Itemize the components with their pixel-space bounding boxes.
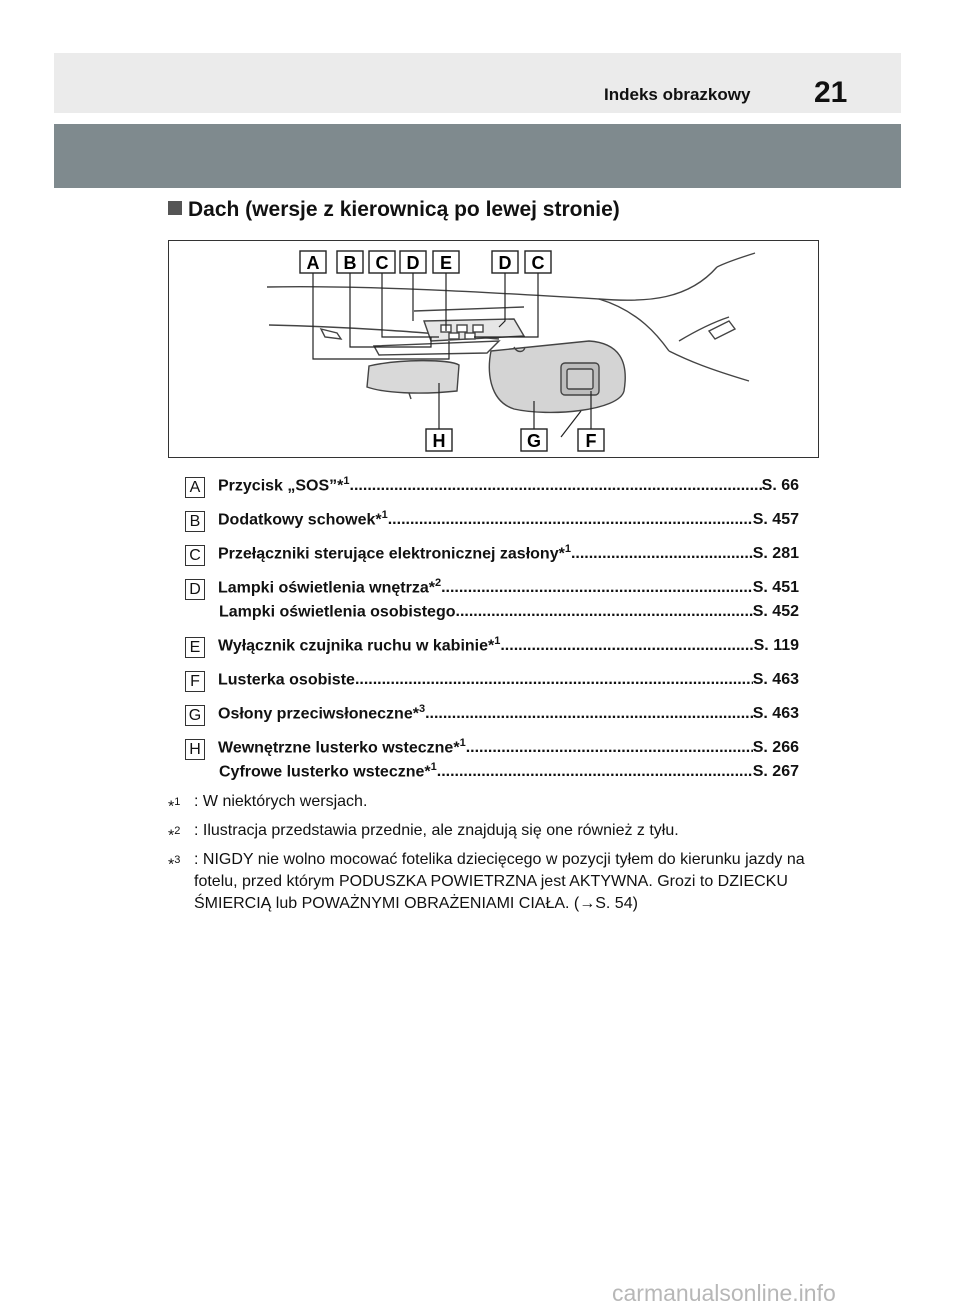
item-page-ref[interactable]: S. 463 bbox=[752, 705, 799, 723]
item-label: Dodatkowy schowek*$^1$ bbox=[218, 509, 388, 529]
leader-dots bbox=[425, 705, 753, 723]
list-item bbox=[185, 635, 799, 656]
list-item bbox=[185, 669, 799, 690]
item-page-ref[interactable]: S. 451 bbox=[752, 579, 799, 597]
item-label: Przycisk „SOS”*$^1$ bbox=[218, 475, 350, 495]
leader-dots bbox=[388, 511, 753, 529]
callout-f: F bbox=[585, 431, 597, 451]
footnote-mark: *$^2$ bbox=[168, 825, 181, 845]
item-page-ref[interactable]: S. 463 bbox=[752, 671, 799, 689]
item-label: Lusterka osobiste bbox=[218, 671, 355, 689]
section-title: Dach (wersje z kierownicą po lewej stronie) bbox=[188, 198, 620, 221]
item-badge: H bbox=[185, 739, 205, 760]
leader-dots bbox=[441, 579, 753, 597]
item-badge: D bbox=[185, 579, 205, 600]
item-page-ref[interactable]: S. 267 bbox=[752, 763, 799, 781]
chapter-band bbox=[54, 124, 901, 188]
list-item bbox=[185, 475, 799, 496]
item-page-ref[interactable]: S. 281 bbox=[752, 545, 799, 563]
leader-dots bbox=[350, 477, 762, 495]
footnote-text: : Ilustracja przedstawia przednie, ale znajdują się one również z tyłu. bbox=[194, 822, 679, 839]
leader-dots bbox=[355, 671, 753, 689]
footnote-mark: *$^3$ bbox=[168, 854, 181, 874]
item-label: Lampki oświetlenia osobistego bbox=[219, 603, 456, 621]
list-item bbox=[185, 737, 799, 758]
item-page-ref[interactable]: S. 66 bbox=[761, 477, 799, 495]
item-badge: A bbox=[185, 477, 205, 498]
header-section-title: Indeks obrazkowy bbox=[604, 85, 751, 104]
footnote bbox=[168, 820, 808, 845]
page-number: 21 bbox=[814, 76, 848, 109]
footnote-mark: *$^1$ bbox=[168, 796, 181, 816]
item-page-ref[interactable]: S. 266 bbox=[752, 739, 799, 757]
footnote-text: : W niektórych wersjach. bbox=[194, 793, 368, 810]
callout-c-2: C bbox=[531, 253, 545, 273]
item-badge: F bbox=[185, 671, 205, 692]
callout-c: C bbox=[375, 253, 389, 273]
roof-diagram bbox=[169, 241, 818, 457]
item-label: Lampki oświetlenia wnętrza*$^2$ bbox=[218, 577, 442, 597]
callout-h: H bbox=[432, 431, 446, 451]
footnote bbox=[168, 791, 808, 816]
roof-illustration bbox=[168, 240, 819, 458]
list-item bbox=[219, 761, 799, 781]
list-item bbox=[185, 509, 799, 530]
item-label: Osłony przeciwsłoneczne*$^3$ bbox=[218, 703, 426, 723]
item-page-ref[interactable]: S. 119 bbox=[753, 637, 799, 655]
list-item bbox=[219, 601, 799, 621]
item-label: Przełączniki sterujące elektronicznej zasłony*$^1$ bbox=[218, 543, 571, 563]
callout-d: D bbox=[406, 253, 420, 273]
item-page-ref[interactable]: S. 452 bbox=[752, 603, 799, 621]
square-bullet-icon bbox=[168, 201, 182, 215]
leader-dots bbox=[466, 739, 753, 757]
item-label: Wewnętrzne lusterko wsteczne*$^1$ bbox=[218, 737, 466, 757]
callout-b: B bbox=[343, 253, 357, 273]
callout-a: A bbox=[306, 253, 320, 273]
section-heading bbox=[168, 198, 620, 222]
item-badge: E bbox=[185, 637, 205, 658]
list-item bbox=[185, 577, 799, 598]
item-label: Wyłącznik czujnika ruchu w kabinie*$^1$ bbox=[218, 635, 501, 655]
item-badge: C bbox=[185, 545, 205, 566]
leader-dots bbox=[571, 545, 753, 563]
leader-dots bbox=[456, 603, 753, 621]
leader-dots bbox=[437, 763, 753, 781]
list-item bbox=[185, 543, 799, 564]
callout-e: E bbox=[439, 253, 453, 273]
footnote-text: : NIGDY nie wolno mocować fotelika dziecięcego w pozycji tyłem do kierunku jazdy na fotelu, przed którym PODUSZKA POWIETRZNA jest AKTYWNA. Grozi to DZIECKU ŚMIERCIĄ lub POWAŻNYMI OBRAŻENIAMI CIAŁA. (→S. 54) bbox=[194, 851, 805, 912]
item-page-ref[interactable]: S. 457 bbox=[752, 511, 799, 529]
watermark: carmanualsonline.info bbox=[612, 1280, 836, 1306]
callout-d-2: D bbox=[498, 253, 512, 273]
footnote bbox=[168, 849, 808, 915]
item-badge: G bbox=[185, 705, 205, 726]
header-bar bbox=[54, 53, 901, 113]
callout-g: G bbox=[526, 431, 542, 451]
item-label: Cyfrowe lusterko wsteczne*$^1$ bbox=[219, 761, 437, 781]
item-badge: B bbox=[185, 511, 205, 532]
leader-dots bbox=[500, 637, 753, 655]
list-item bbox=[185, 703, 799, 724]
